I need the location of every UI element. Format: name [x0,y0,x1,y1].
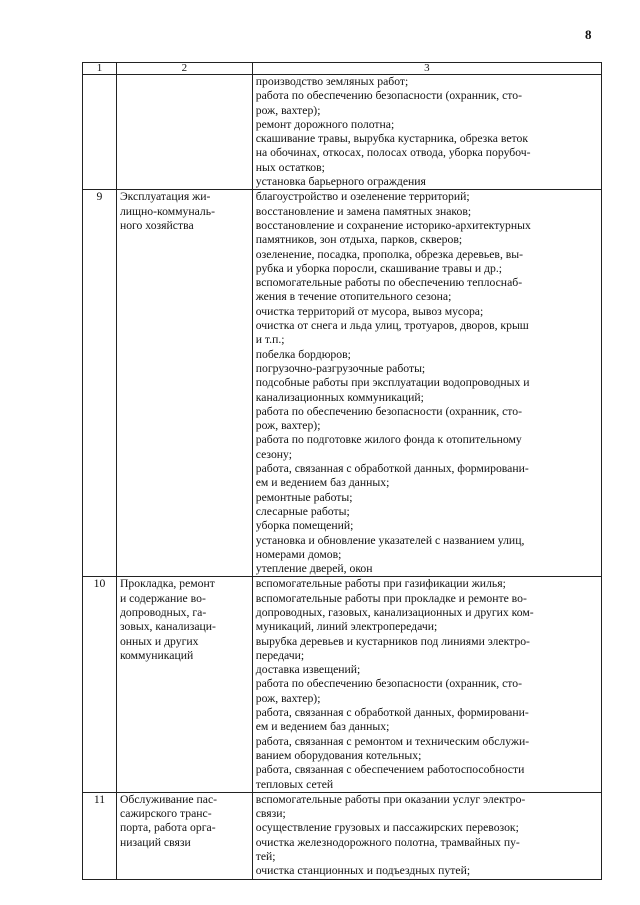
activity-name [116,75,252,190]
work-item-line: работа по обеспечению безопасности (охранник, сто- [255,404,522,418]
activity-name-line: онных и других [119,634,199,648]
work-item-line: вспомогательные работы при прокладке и ремонте во- [255,591,527,605]
activity-name-line: допроводных, га- [119,605,207,619]
table-row [83,792,602,879]
work-item-line: и т.п.; [255,333,285,347]
work-item-line: жения в течение отопительного сезона; [255,290,452,304]
work-item-line: производство земляных работ; [255,75,409,88]
row-number: 11 [83,792,117,879]
work-list [252,75,601,190]
page-number: 8 [585,27,592,42]
work-item-line: уборка помещений; [255,519,354,533]
work-item-line: работа, связанная с обработкой данных, формировани- [255,462,529,476]
work-item-line: вспомогательные работы при оказании услуг электро- [255,792,526,806]
work-item-line: слесарные работы; [255,504,350,518]
work-item-line: ем и ведением баз данных; [255,476,390,490]
work-item-line: работа, связанная с ремонтом и техническим обслужи- [255,734,530,748]
work-item-line: ванием оборудования котельных; [255,748,422,762]
work-item-line: допроводных, газовых, канализационных и других ком- [255,605,534,619]
work-item-line: вспомогательные работы при газификации жилья; [255,577,506,591]
work-item-line: рубка и уборка поросли, скашивание травы и др.; [255,261,503,275]
activity-name-line: низаций связи [119,835,191,849]
activity-name-line: и содержание во- [119,591,206,605]
activity-name-line: Прокладка, ремонт [119,577,215,591]
work-item-line: подсобные работы при эксплуатации водопроводных и [255,376,530,390]
table-row [83,190,602,577]
work-item-line: работа, связанная с обработкой данных, формировани- [255,706,529,720]
work-item-line: ремонтные работы; [255,490,353,504]
work-item-line: доставка извещений; [255,663,361,677]
table-row [83,75,602,190]
activity-name-line: Обслуживание пас- [119,792,218,806]
work-item-line: рож, вахтер); [255,691,321,705]
work-item-line: работа, связанная с обеспечением работоспособности [255,763,525,777]
activity-name-line: Эксплуатация жи- [119,190,211,204]
work-list [252,190,601,577]
work-item-line: вспомогательные работы по обеспечению теплоснаб- [255,276,523,290]
activity-name-line: коммуникаций [119,648,194,662]
work-item-line: сезону; [255,447,292,461]
work-item-line: ем и ведением баз данных; [255,720,390,734]
activity-name-line: лищно-коммуналь- [119,204,215,218]
work-item-line: рож, вахтер); [255,419,321,433]
activity-name-line: ного хозяйства [119,218,194,232]
work-item-line: передачи; [255,648,305,662]
work-item-line: ных остатков; [255,160,325,174]
table-row [83,577,602,792]
work-item-line: вырубка деревьев и кустарников под линиями электро- [255,634,530,648]
activity-name [116,577,252,792]
work-item-line: озеленение, посадка, прополка, обрезка деревьев, вы- [255,247,524,261]
activity-name-line: порта, работа орга- [119,821,216,835]
row-number: 10 [83,577,117,792]
work-item-line: номерами домов; [255,547,342,561]
activity-name [116,792,252,879]
work-item-line: работа по обеспечению безопасности (охранник, сто- [255,89,522,103]
work-item-line: работа по подготовке жилого фонда к отопительному [255,433,522,447]
column-header-1: 1 [83,63,117,75]
activity-name-line: зовых, канализаци- [119,620,216,634]
work-item-line: очистка от снега и льда улиц, тротуаров, дворов, крыш [255,319,529,333]
work-item-line: муникаций, линий электропередачи; [255,620,438,634]
work-item-line: ремонт дорожного полотна; [255,117,395,131]
work-item-line: восстановление и замена памятных знаков; [255,204,472,218]
work-item-line: восстановление и сохранение историко-архитектурных [255,218,531,232]
work-item-line: очистка железнодорожного полотна, трамвайных пу- [255,835,520,849]
work-item-line: на обочинах, откосах, полосах отвода, уборка порубоч- [255,146,531,160]
work-item-line: побелка бордюров; [255,347,351,361]
work-item-line: благоустройство и озеленение территорий; [255,190,470,204]
work-list [252,792,601,879]
work-list [252,577,601,792]
column-header-3: 3 [252,63,601,75]
work-item-line: тей; [255,850,276,864]
work-item-line: осуществление грузовых и пассажирских перевозок; [255,821,519,835]
work-item-line: утепление дверей, окон [255,562,373,576]
work-item-line: скашивание травы, вырубка кустарника, обрезка веток [255,132,529,146]
work-item-line: памятников, зон отдыха, парков, скверов; [255,233,463,247]
work-item-line: очистка территорий от мусора, вывоз мусора; [255,304,484,318]
work-item-line: установка барьерного ограждения [255,175,426,189]
work-item-line: рож, вахтер); [255,103,321,117]
column-header-2: 2 [116,63,252,75]
activity-name-line: сажирского транс- [119,807,212,821]
work-item-line: канализационных коммуникаций; [255,390,424,404]
work-item-line: связи; [255,807,286,821]
work-item-line: работа по обеспечению безопасности (охранник, сто- [255,677,522,691]
row-number: 9 [83,190,117,577]
activity-name [116,190,252,577]
work-item-line: установка и обновление указателей с названием улиц, [255,533,525,547]
row-number [83,75,117,190]
table-header-row [83,63,602,75]
work-types-table [82,62,602,880]
work-item-line: погрузочно-разгрузочные работы; [255,361,426,375]
work-item-line: очистка станционных и подъездных путей; [255,864,471,878]
work-item-line: тепловых сетей [255,777,334,791]
